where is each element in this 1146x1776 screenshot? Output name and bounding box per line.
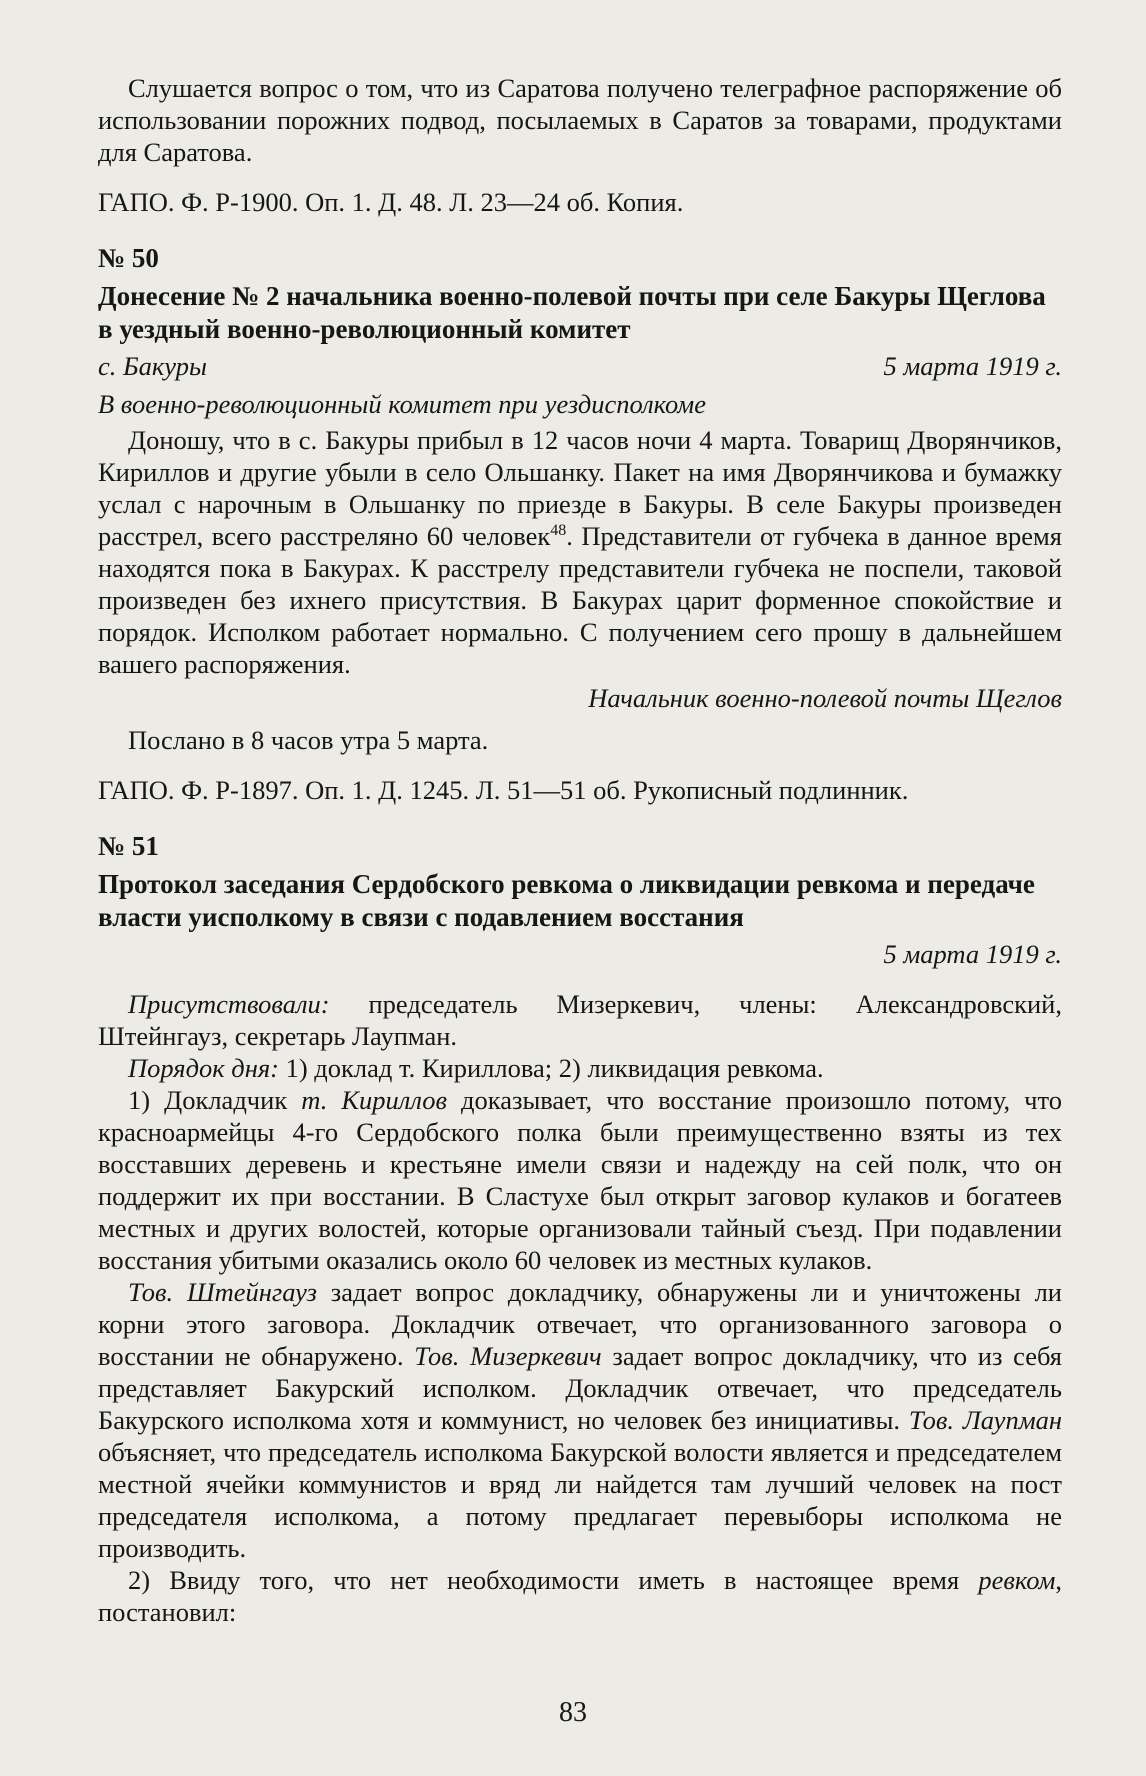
body-text: 2) Ввиду того, что нет необходимости иметь в настоящее время (128, 1565, 979, 1595)
sent-note: Послано в 8 часов утра 5 марта. (128, 725, 489, 755)
page-content (98, 72, 1062, 1628)
speaker-name: т. Кириллов (301, 1085, 447, 1115)
top-paragraph: Слушается вопрос о том, что из Саратова получено телеграфное распоряжение об использовании порожних подвод, посылаемых в Саратов за товарами, продуктами для Саратова. (98, 73, 1062, 167)
document-title: Протокол заседания Сердобского ревкома о ликвидации ревкома и передаче власти уисполкому в связи с подавлением восстания (98, 869, 1035, 932)
archive-source: ГАПО. Ф. Р-1897. Оп. 1. Д. 1245. Л. 51—51 об. Рукописный подлинник. (98, 775, 909, 805)
emphasis-word: ревком (978, 1565, 1056, 1595)
body-text: задает вопрос докладчику, обнаружены ли и уничтожены ли корни этого заговора. Докладчик отвечает, что организованного заговора о восстании не обнаружено. (98, 1277, 1062, 1371)
attendees-paragraph (98, 988, 1062, 1052)
document-addressee: В военно-революционный комитет при уездисполкоме (98, 389, 706, 419)
footnote-ref: 48 (550, 522, 567, 540)
attendees-text: председатель Мизеркевич, члены: Александровский, Штейнгауз, секретарь Лаупман. (98, 989, 1062, 1051)
agenda-paragraph (98, 1052, 1062, 1084)
document-title: Донесение № 2 начальника военно-полевой почты при селе Бакуры Щеглова в уездный военно-революционный комитет (98, 281, 1046, 344)
document-date: 5 марта 1919 г. (883, 351, 1062, 381)
agenda-label: Порядок дня: (128, 1053, 279, 1083)
body-text: Доношу, что в с. Бакуры прибыл в 12 часов ночи 4 марта. Товарищ Дворянчиков, Кириллов и другие убыли в село Ольшанку. Пакет на имя Дворянчикова и бумажку услал с нарочным в Ольшанку по приезде в Бакуры. В селе Бакуры произведен расстрел, всего расстреляно 60 человек (98, 425, 1062, 551)
body-text: объясняет, что председатель исполкома Бакурской волости является и председателем местной ячейки коммунистов и вряд ли найдется там лучший человек на пост председателя исполкома, а потому предлагает перевыборы исполкома не производить. (98, 1437, 1062, 1563)
report-paragraph (98, 1084, 1062, 1276)
resolution-paragraph (98, 1564, 1062, 1628)
speaker-name: Тов. Штейнгауз (128, 1277, 317, 1307)
attendees-label: Присутствовали: (128, 989, 330, 1019)
document-signature: Начальник военно-полевой почты Щеглов (588, 683, 1062, 713)
page-number: 83 (559, 1697, 587, 1728)
document-place: с. Бакуры (98, 351, 207, 381)
document-number: № 51 (98, 831, 159, 861)
body-text: доказывает, что восстание произошло потому, что красноармейцы 4-го Сердобского полка были преимущественно взяты из тех восставших деревень и крестьяне имели связи и надежду на сей полк, что он поддержит их при восстании. В Сластухе был открыт заговор кулаков и богатеев местных и других волостей, которые организовали тайный съезд. При подавлении восстания убитыми оказались около 60 человек из местных кулаков. (98, 1085, 1062, 1275)
document-body (98, 424, 1062, 680)
agenda-text: 1) доклад т. Кириллова; 2) ликвидация ревкома. (278, 1053, 824, 1083)
body-text: 1) Докладчик (128, 1085, 302, 1115)
discussion-paragraph (98, 1276, 1062, 1564)
document-number: № 50 (98, 243, 159, 273)
place-date-line (98, 350, 1062, 382)
document-date: 5 марта 1919 г. (883, 939, 1062, 969)
body-text: , постановил: (98, 1565, 1062, 1627)
body-text: . Представители от губчека в данное время находятся пока в Бакурах. К расстрелу представители губчека не поспели, таковой произведен без ихнего присутствия. В Бакурах царит форменное спокойствие и порядок. Исполком работает нормально. С получением сего прошу в дальнейшем вашего распоряжения. (98, 521, 1062, 679)
speaker-name: Тов. Лаупман (908, 1405, 1063, 1435)
archive-source: ГАПО. Ф. Р-1900. Оп. 1. Д. 48. Л. 23—24 об. Копия. (98, 187, 684, 217)
body-text: задает вопрос докладчику, что из себя представляет Бакурский исполком. Докладчик отвечает, что председатель Бакурского исполкома хотя и коммунист, но человек без инициативы. (98, 1341, 1062, 1435)
speaker-name: Тов. Мизеркевич (414, 1341, 602, 1371)
